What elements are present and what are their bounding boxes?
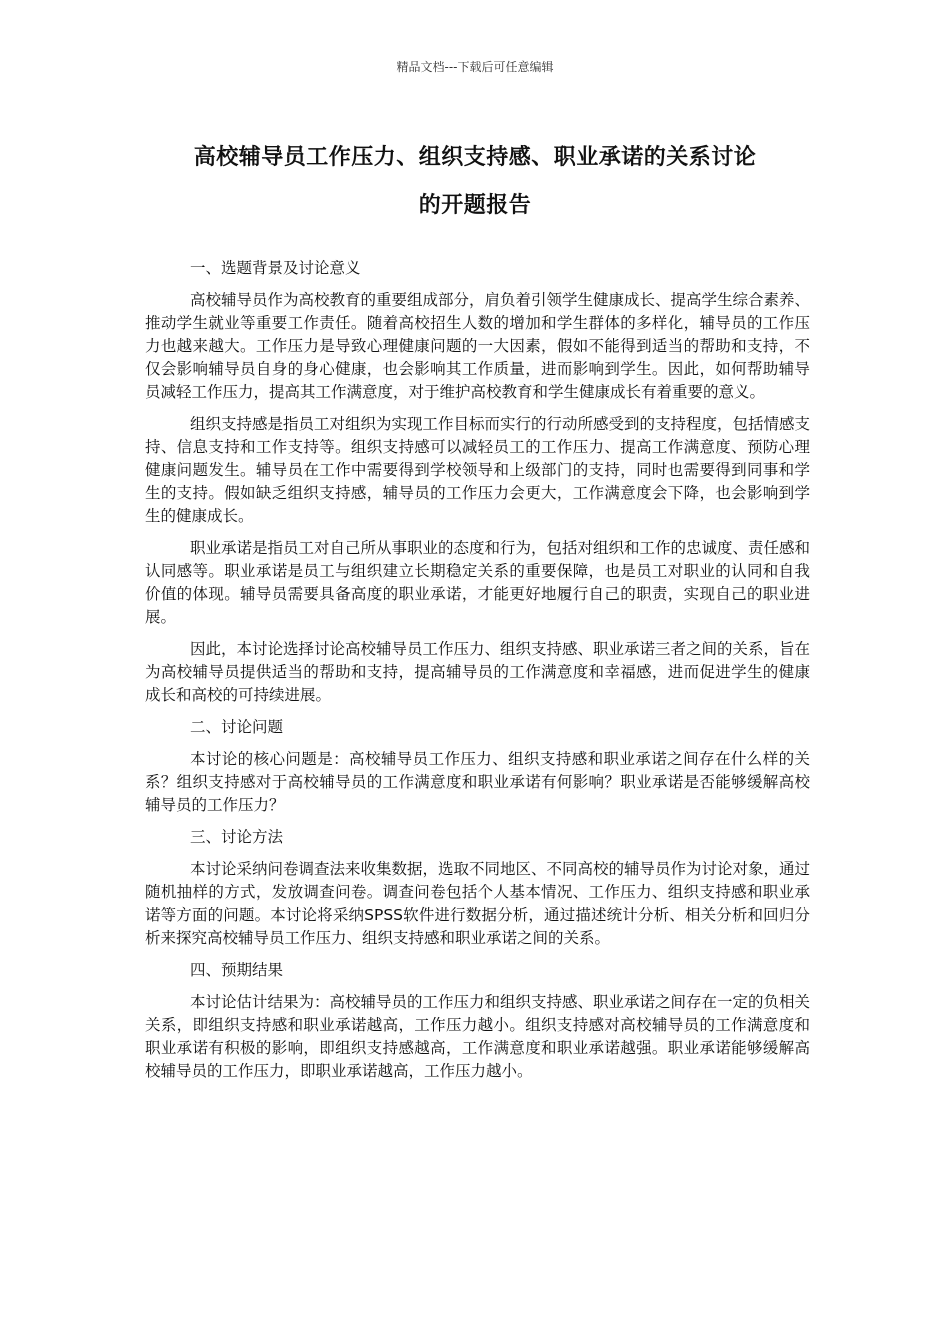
section-heading-expected-results: 四、预期结果 (189, 961, 283, 979)
paragraph: 本讨论估计结果为：高校辅导员的工作压力和组织支持感、职业承诺之间存在一定的负相关关系，即组织支持感和职业承诺越高，工作压力越小。组织支持感对高校辅导员的工作满意度和职业承诺有积极的影响，即组织支持感越高，工作满意度和职业承诺越强。职业承诺能够缓解高校辅导员的工作压力，即职业承诺越高，工作压力越小。 (145, 993, 810, 1080)
paragraph: 组织支持感是指员工对组织为实现工作目标而实行的行动所感受到的支持程度，包括情感支持、信息支持和工作支持等。组织支持感可以减轻员工的工作压力、提高工作满意度、预防心理健康问题发生。辅导员在工作中需要得到学校领导和上级部门的支持，同时也需要得到同事和学生的支持。假如缺乏组织支持感，辅导员的工作压力会更大，工作满意度会下降，也会影响到学生的健康成长。 (145, 415, 810, 525)
header-note: 精品文档---下载后可任意编辑 (396, 60, 554, 74)
title-line-2: 的开题报告 (418, 193, 532, 218)
paragraph: 职业承诺是指员工对自己所从事职业的态度和行为，包括对组织和工作的忠诚度、责任感和认同感等。职业承诺是员工与组织建立长期稳定关系的重要保障，也是员工对职业的认同和自我价值的体现。辅导员需要具备高度的职业承诺，才能更好地履行自己的职责，实现自己的职业进展。 (145, 539, 810, 626)
paragraph: 因此，本讨论选择讨论高校辅导员工作压力、组织支持感、职业承诺三者之间的关系，旨在为高校辅导员提供适当的帮助和支持，提高辅导员的工作满意度和幸福感，进而促进学生的健康成长和高校的可持续进展。 (145, 640, 810, 704)
paragraph: 本讨论的核心问题是：高校辅导员工作压力、组织支持感和职业承诺之间存在什么样的关系？组织支持感对于高校辅导员的工作满意度和职业承诺有何影响？职业承诺是否能够缓解高校辅导员的工作压力？ (145, 750, 810, 814)
paragraph: 高校辅导员作为高校教育的重要组成部分，肩负着引领学生健康成长、提高学生综合素养、推动学生就业等重要工作责任。随着高校招生人数的增加和学生群体的多样化，辅导员的工作压力也越来越大。工作压力是导致心理健康问题的一大因素，假如不能得到适当的帮助和支持，不仅会影响辅导员自身的身心健康，也会影响其工作质量，进而影响到学生。因此，如何帮助辅导员减轻工作压力，提高其工作满意度，对于维护高校教育和学生健康成长有着重要的意义。 (145, 291, 810, 401)
section-heading-background: 一、选题背景及讨论意义 (189, 259, 361, 277)
section-heading-questions: 二、讨论问题 (189, 718, 283, 736)
document-body (145, 257, 810, 1092)
paragraph: 本讨论采纳问卷调查法来收集数据，选取不同地区、不同高校的辅导员作为讨论对象，通过随机抽样的方式，发放调查问卷。调查问卷包括个人基本情况、工作压力、组织支持感和职业承诺等方面的问题。本讨论将采纳SPSS软件进行数据分析，通过描述统计分析、相关分析和回归分析来探究高校辅导员工作压力、组织支持感和职业承诺之间的关系。 (145, 860, 810, 947)
document-title (140, 134, 810, 230)
section-heading-methods: 三、讨论方法 (189, 828, 283, 846)
title-line-1: 高校辅导员工作压力、组织支持感、职业承诺的关系讨论 (193, 145, 757, 170)
